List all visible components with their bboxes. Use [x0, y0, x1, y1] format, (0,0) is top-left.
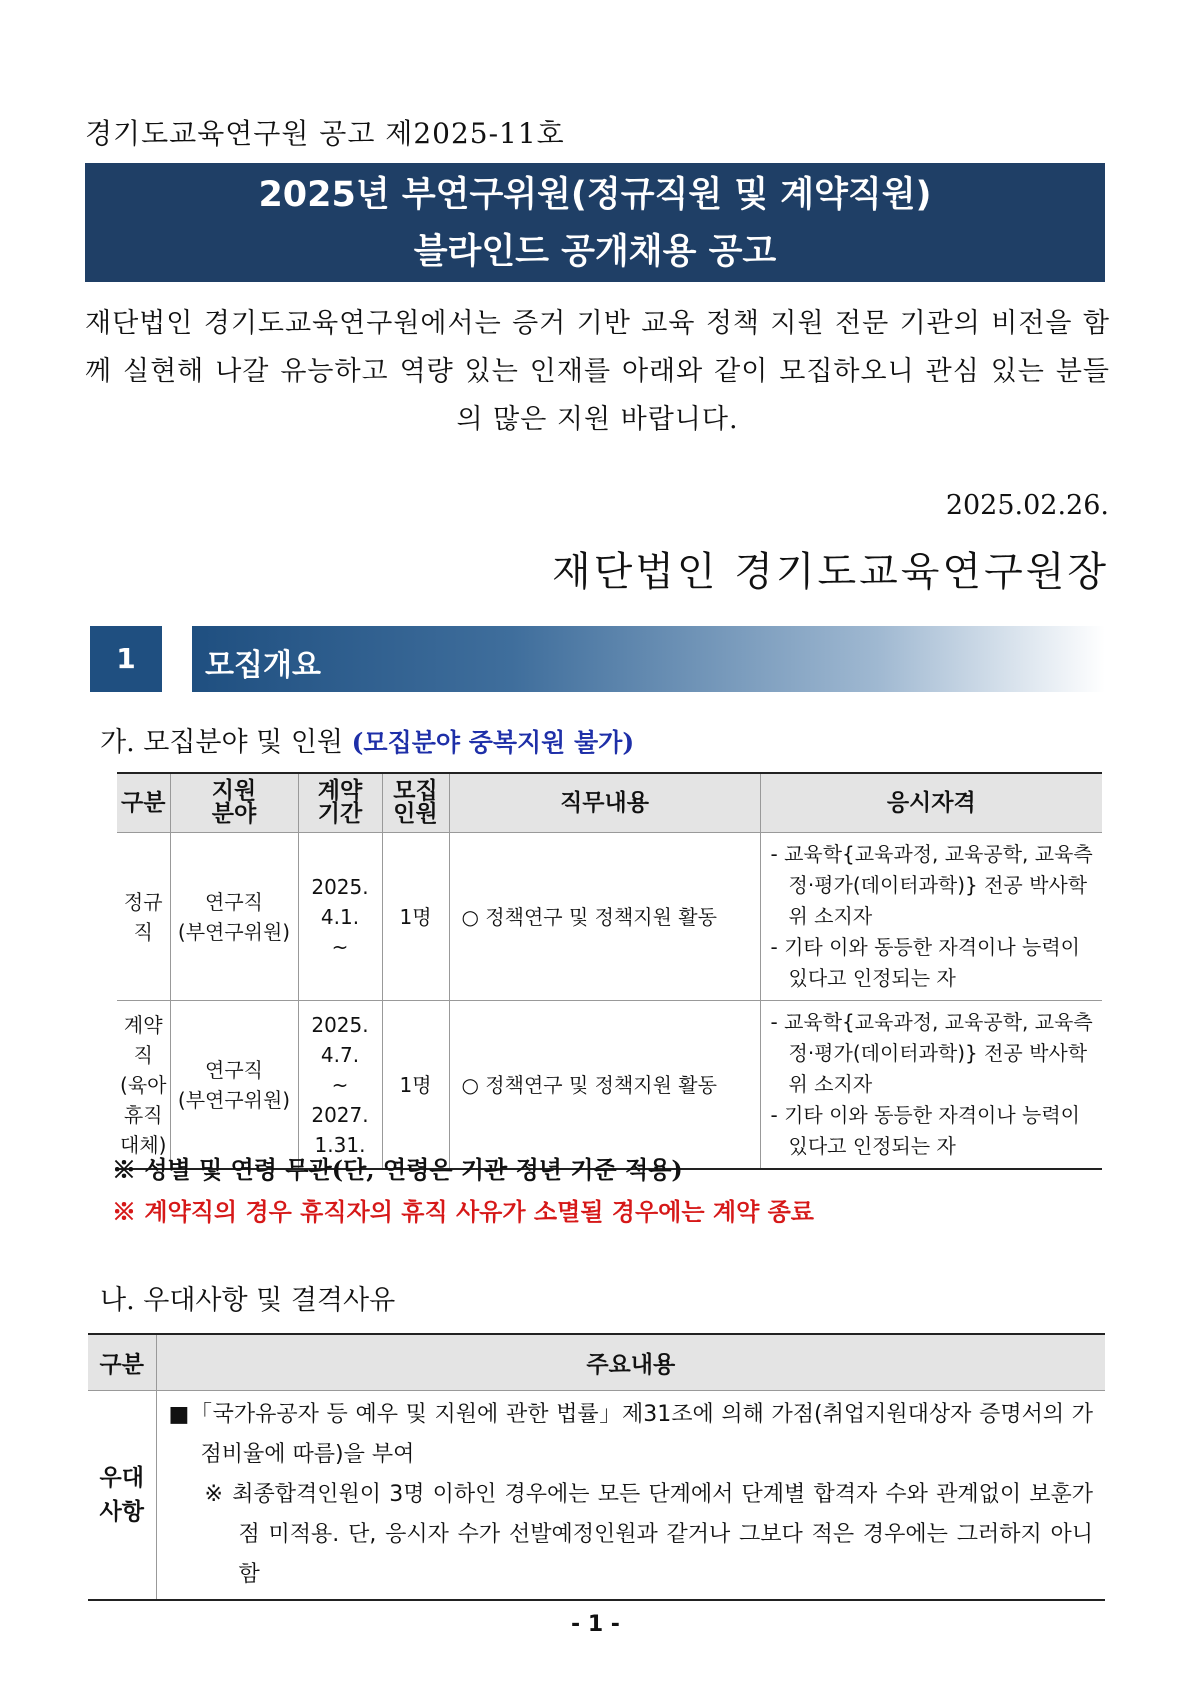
cell-field-line1: 연구직 — [205, 1057, 263, 1082]
subsection-a-label: 가. 모집분야 및 인원 — [100, 727, 343, 758]
cell-period — [298, 1001, 382, 1170]
cell-type-line1: 계약직 — [123, 1012, 163, 1067]
header-field-line2: 분야 — [211, 801, 257, 827]
cell-period-line4: 2027. — [311, 1102, 369, 1127]
header-qualification: 응시자격 — [760, 773, 1102, 833]
row-label-line1: 우대 — [99, 1465, 144, 1491]
section-title: 모집개요 — [205, 648, 321, 683]
cell-qualification — [760, 833, 1102, 1001]
announcement-date: 2025.02.26. — [945, 490, 1109, 521]
cell-type: 정규직 — [117, 833, 170, 1001]
subsection-a-note: (모집분야 중복지원 불가) — [351, 728, 635, 757]
cell-period-line2: 4.7. — [320, 1042, 360, 1067]
row-content — [156, 1391, 1105, 1601]
cell-type-line4: 대체) — [120, 1132, 167, 1157]
cell-field — [170, 833, 298, 1001]
cell-type-line3: 휴직 — [123, 1102, 163, 1127]
header-content: 주요내용 — [156, 1334, 1105, 1391]
qualification-item: - 기타 이와 동등한 자격이나 능력이 있다고 인정되는 자 — [770, 1103, 1080, 1158]
cell-field-line2: (부연구위원) — [177, 1087, 291, 1112]
row-label — [88, 1391, 156, 1601]
cell-count: 1명 — [382, 1001, 449, 1170]
cell-type-line2: (육아 — [120, 1072, 167, 1097]
preference-table — [88, 1333, 1105, 1601]
signer-name: 재단법인 경기도교육연구원장 — [551, 549, 1109, 595]
cell-period-line1: 2025. — [311, 1012, 369, 1037]
header-field-line1: 지원 — [211, 778, 257, 804]
recruitment-table — [117, 772, 1102, 1170]
header-type: 구분 — [88, 1334, 156, 1391]
cell-type — [117, 1001, 170, 1170]
qualification-item: - 교육학{교육과정, 교육공학, 교육측정·평가(데이터과학)} 전공 박사학위 소지자 — [770, 1010, 1093, 1096]
header-duty: 직무내용 — [449, 773, 760, 833]
cell-field-line1: 연구직 — [205, 889, 263, 914]
cell-duty: ○ 정책연구 및 정책지원 활동 — [449, 833, 760, 1001]
cell-field-line2: (부연구위원) — [177, 919, 291, 944]
qualification-item: - 교육학{교육과정, 교육공학, 교육측정·평가(데이터과학)} 전공 박사학위 소지자 — [770, 842, 1093, 928]
cell-period-line5: 1.31. — [314, 1132, 366, 1157]
header-period — [298, 773, 382, 833]
cell-period — [298, 833, 382, 1001]
header-period-line1: 계약 — [317, 778, 363, 804]
table-row — [88, 1391, 1105, 1601]
cell-qualification — [760, 1001, 1102, 1170]
header-count-line2: 인원 — [393, 801, 438, 827]
header-count-line1: 모집 — [393, 778, 438, 804]
preference-subnote: ※ 최종합격인원이 3명 이하인 경우에는 모든 단계에서 단계별 합격자 수와 관계없이 보훈가점 미적용. 단, 응시자 수가 선발예정인원과 같거나 그보다 적은 경우에는 그러하지 아니함 — [204, 1482, 1093, 1587]
title-line-1: 2025년 부연구위원(정규직원 및 계약직원) — [258, 175, 932, 215]
cell-duty: ○ 정책연구 및 정책지원 활동 — [449, 1001, 760, 1170]
table-header-row — [117, 773, 1102, 833]
table-row — [117, 833, 1102, 1001]
subsection-b-heading: 나. 우대사항 및 결격사유 — [100, 1285, 396, 1316]
qualification-item: - 기타 이와 동등한 자격이나 능력이 있다고 인정되는 자 — [770, 935, 1080, 990]
cell-field — [170, 1001, 298, 1170]
section-number: 1 — [90, 626, 162, 692]
note-gender-age: ※ 성별 및 연령 무관(단, 연령은 기관 정년 기준 적용) — [112, 1155, 683, 1184]
intro-paragraph: 재단법인 경기도교육연구원에서는 증거 기반 교육 정책 지원 전문 기관의 비전을 함께 실현해 나갈 유능하고 역량 있는 인재를 아래와 같이 모집하오니 관심 있는 분들의 많은 지원 바랍니다. — [85, 308, 1110, 435]
preference-item: ■「국가유공자 등 예우 및 지원에 관한 법률」제31조에 의해 가점(취업지원대상자 증명서의 가점비율에 따름)을 부여 — [168, 1402, 1093, 1467]
section-header-bar — [192, 626, 1105, 692]
title-line-2: 블라인드 공개채용 공고 — [413, 232, 777, 272]
table-header-row — [88, 1334, 1105, 1391]
cell-period-line3: ~ — [331, 1072, 349, 1097]
header-period-line2: 기간 — [317, 801, 363, 827]
subsection-a-heading — [100, 720, 634, 759]
table-row — [117, 1001, 1102, 1170]
header-type: 구분 — [117, 773, 170, 833]
header-field — [170, 773, 298, 833]
row-label-line2: 사항 — [99, 1499, 144, 1525]
cell-period-line3: ~ — [331, 934, 349, 959]
cell-period-line2: 4.1. — [320, 904, 360, 929]
header-count — [382, 773, 449, 833]
cell-period-line1: 2025. — [311, 874, 369, 899]
page-number: - 1 - — [571, 1612, 620, 1637]
title-banner — [85, 163, 1105, 282]
note-contract-termination: ※ 계약직의 경우 휴직자의 휴직 사유가 소멸될 경우에는 계약 종료 — [112, 1197, 814, 1226]
notice-number: 경기도교육연구원 공고 제2025-11호 — [85, 117, 565, 150]
cell-count: 1명 — [382, 833, 449, 1001]
